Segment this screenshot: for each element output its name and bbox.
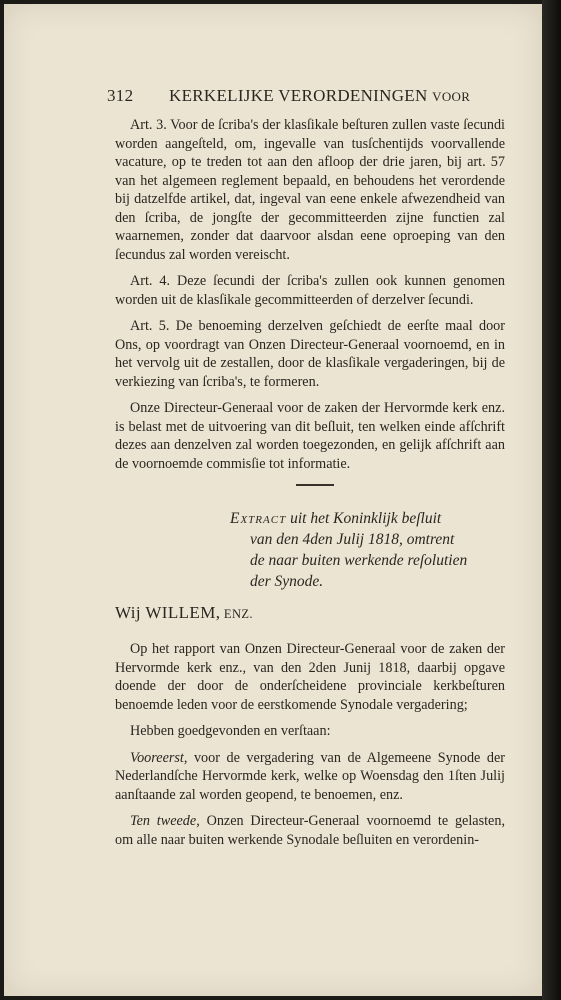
royal-preamble-tail: ENZ. [220, 607, 253, 621]
decree-p3-rest: , voor de vergadering van de Algemeene Synode der Nederlandſche Hervormde kerk, welke op Woensdag den 1ſten Julij aanſtaande zal worden geopend, te benoemen, enz. [115, 749, 505, 803]
decree-p4-italic: Ten tweede [130, 813, 197, 829]
extract-line-1-rest: uit het Koninklijk beſluit [286, 510, 442, 527]
running-title-main: KERKELIJKE VERORDENINGEN [169, 86, 428, 105]
royal-preamble-main: Wij WILLEM, [115, 603, 221, 622]
article-3: Art. 3. Voor de ſcriba's der klasſikale beſturen zullen vaste ſecundi worden aangeſteld, om, ingevalle van tusſchentijds voorvallende vacature, op te treden tot aan den afloop der drie jaren, bij art. 57 van het algemeen reglement bepaald, en behoudens het verordende bij datzelfde artikel, dat, ingeval van eene enkele afwezendheid van den ſcriba, de jongſte der gecommitteerden zijne functien zal waarnemen, zonder dat daarvoor alsdan eene oproeping van den ſecundus zal worden vereischt. [115, 117, 505, 263]
decree-p3-italic: Vooreerst [130, 749, 184, 766]
extract-line-1 [230, 508, 512, 529]
extract-line-3: de naar buiten werkende reſolutien [250, 552, 468, 569]
decree-p4-rest: , Onzen Directeur-Generaal voornoemd te gelasten, om alle naar buiten werkende Synodale beſluiten en verordenin- [115, 813, 505, 848]
articles-block [115, 116, 505, 481]
closing-paragraph: Onze Directeur-Generaal voor de zaken der Hervormde kerk enz. is belast met de uitvoering van dit beſluit, ten welken einde afſchrift dezes aan denzelven zal worden toegezonden, en gelijk afſchrift aan de voornoemde commisſie tot informatie. [115, 400, 505, 472]
running-title [169, 86, 470, 106]
extract-line-4: der Synode. [250, 573, 324, 590]
decree-paragraph-2: Hebben goedgevonden en verſtaan: [130, 723, 331, 739]
article-4: Art. 4. Deze ſecundi der ſcriba's zullen ook kunnen genomen worden uit de klasſikale gecommitteerden of derzelver ſecundi. [115, 273, 505, 308]
running-header [107, 86, 485, 108]
royal-preamble [115, 603, 253, 623]
extract-heading [230, 508, 512, 592]
decree-paragraph-1: Op het rapport van Onzen Directeur-Generaal voor de zaken der Hervormde kerk enz., van den 2den Junij 1818, daarbij opgave doende der door de onderſcheidene provinciale kerkbeſturen benoemde leden voor de eerstkomende Synodale vergadering; [115, 641, 505, 713]
extract-line-2: van den 4den Julij 1818, omtrent [250, 531, 455, 548]
article-5: Art. 5. De benoeming derzelven geſchiedt de eerſte maal door Ons, op voordragt van Onzen Directeur-Generaal voornoemd, en in het vervolg uit de zestallen, door de klasſikale vergaderingen, bij de verkiezing van ſcriba's, te formeren. [115, 318, 505, 390]
page-edge-shadow [542, 0, 561, 1000]
decree-paragraph-4 [115, 812, 505, 849]
decree-paragraph-3 [115, 749, 505, 805]
extract-caps-word: Extract [230, 510, 287, 527]
section-divider [296, 484, 334, 486]
page-number: 312 [107, 86, 134, 105]
running-title-tail: VOOR [432, 89, 471, 104]
decree-block [115, 640, 505, 857]
